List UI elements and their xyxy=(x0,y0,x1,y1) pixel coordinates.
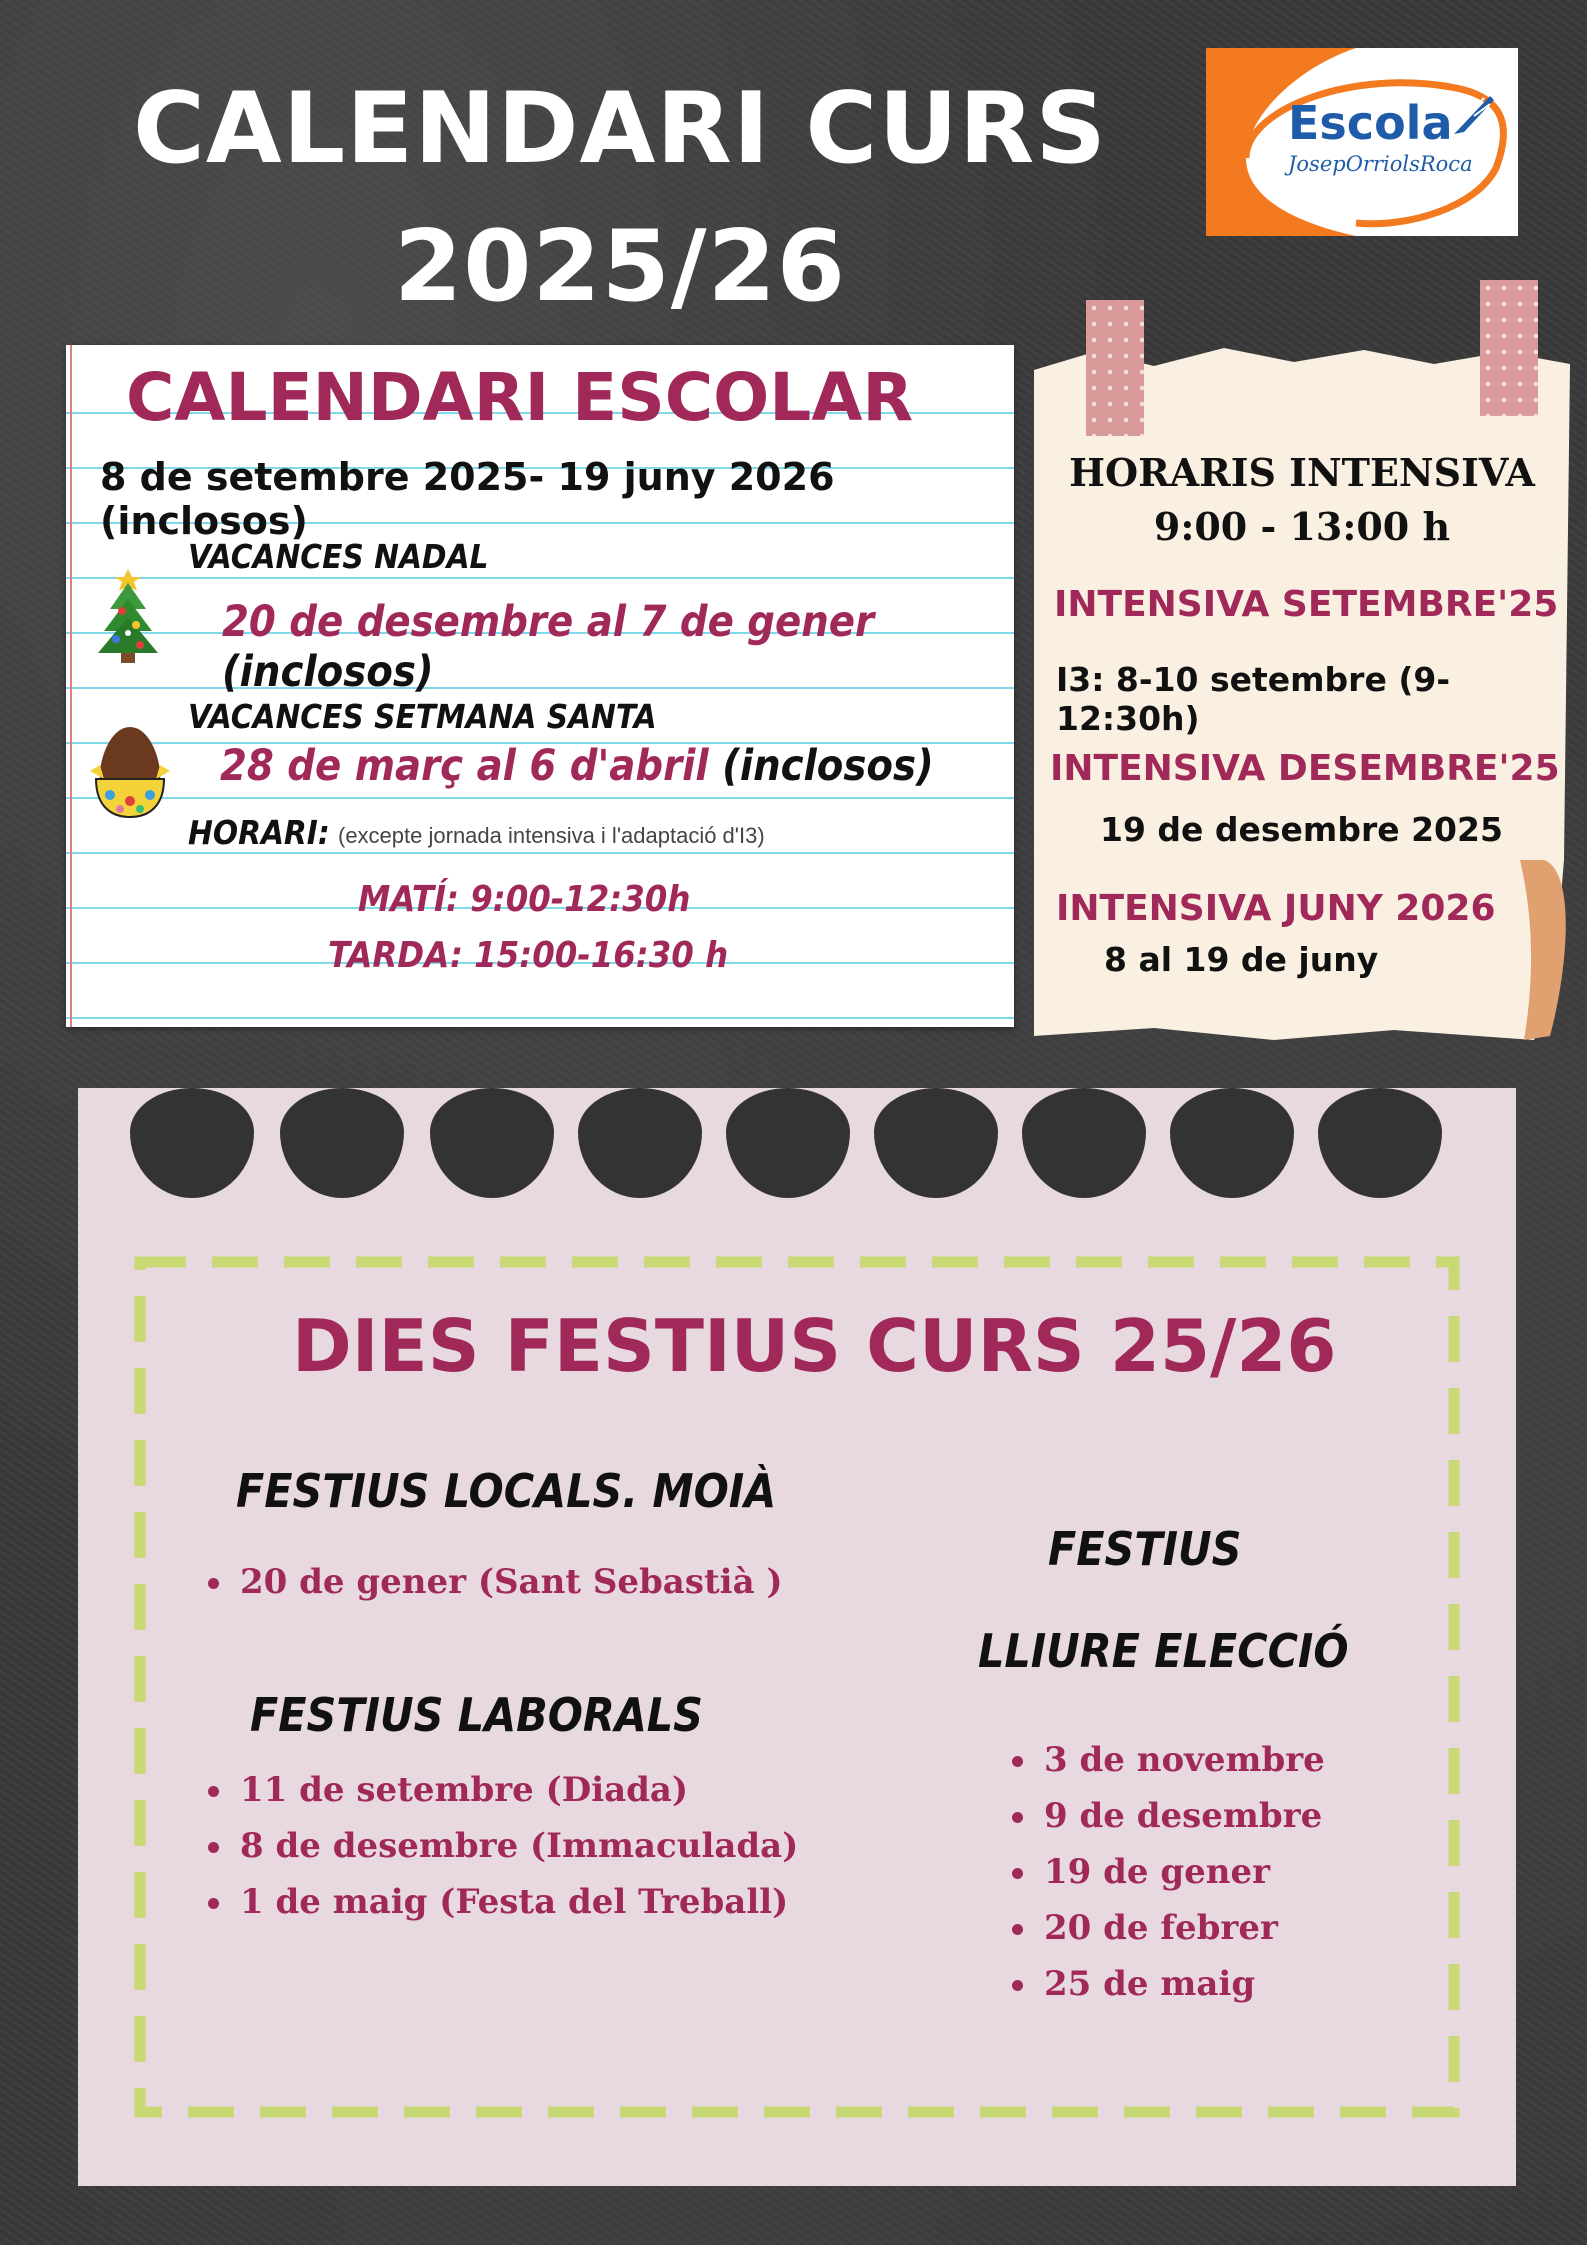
nadal-inclosos: (inclosos) xyxy=(222,647,434,697)
intensiva-setembre-title: INTENSIVA SETEMBRE'25 xyxy=(1054,584,1559,625)
school-year-dates: 8 de setembre 2025- 19 juny 2026 (inclosos) xyxy=(100,455,835,543)
intensiva-setembre-text: I3: 8-10 setembre (9-12:30h) xyxy=(1056,660,1451,738)
list-item: 1 de maig (Festa del Treball) xyxy=(204,1874,798,1930)
laborals-title: FESTIUS LABORALS xyxy=(250,1688,703,1742)
intensive-schedule-note xyxy=(1034,340,1570,1042)
calendar-escolar-title: CALENDARI ESCOLAR xyxy=(126,359,914,436)
nadal-dates: 20 de desembre al 7 de gener xyxy=(222,597,875,647)
festius-title: DIES FESTIUS CURS 25/26 xyxy=(292,1304,1337,1388)
list-item: 8 de desembre (Immaculada) xyxy=(204,1818,798,1874)
lliure-title-line-2: LLIURE ELECCIÓ xyxy=(978,1624,1349,1678)
list-item: 11 de setembre (Diada) xyxy=(204,1762,798,1818)
nadal-label: VACANCES NADAL xyxy=(188,537,489,576)
lliure-title-line-1: FESTIUS xyxy=(1048,1522,1242,1576)
nadal-dates-line xyxy=(222,597,1014,697)
logo-name: Escola xyxy=(1288,96,1453,150)
list-item: 3 de novembre xyxy=(1008,1732,1325,1788)
santa-dates: 28 de març al 6 d'abril xyxy=(220,741,709,791)
tape-right xyxy=(1480,280,1538,416)
horari-note: (excepte jornada intensiva i l'adaptació d'I3) xyxy=(338,823,765,848)
horari-mati: MATÍ: 9:00-12:30h xyxy=(358,879,691,920)
notebook-margin-line xyxy=(70,345,72,1027)
intensiva-desembre-text: 19 de desembre 2025 xyxy=(1100,810,1503,849)
holidays-card xyxy=(78,1088,1516,2186)
santa-inclosos: (inclosos) xyxy=(722,741,934,791)
list-item: 19 de gener xyxy=(1008,1844,1325,1900)
list-item: 25 de maig xyxy=(1008,1956,1325,2012)
title-line-2: 2025/26 xyxy=(394,210,846,324)
list-item: 9 de desembre xyxy=(1008,1788,1325,1844)
tape-left xyxy=(1086,300,1144,436)
intensiva-hours: 9:00 - 13:00 h xyxy=(1153,504,1451,549)
list-item: 20 de gener (Sant Sebastià ) xyxy=(204,1554,783,1610)
lliure-list xyxy=(1008,1732,1325,2012)
list-item: 20 de febrer xyxy=(1008,1900,1325,1956)
page-title xyxy=(100,60,1140,336)
school-calendar-card xyxy=(66,345,1014,1027)
christmas-tree-icon xyxy=(88,565,168,665)
locals-title: FESTIUS LOCALS. MOIÀ xyxy=(236,1464,777,1518)
school-logo xyxy=(1206,48,1518,236)
title-line-1: CALENDARI CURS xyxy=(133,72,1107,186)
logo-subtitle: JosepOrriolsRoca xyxy=(1288,152,1473,176)
intensiva-juny-title: INTENSIVA JUNY 2026 xyxy=(1056,888,1496,929)
pen-icon xyxy=(1450,88,1500,138)
horari-label: HORARI: xyxy=(188,813,330,852)
locals-list xyxy=(204,1554,783,1610)
intensiva-heading: HORARIS INTENSIVA xyxy=(1069,450,1535,495)
santa-dates-line xyxy=(220,741,934,791)
laborals-list xyxy=(204,1762,798,1930)
easter-egg-icon xyxy=(86,721,174,821)
horari-tarda: TARDA: 15:00-16:30 h xyxy=(328,935,729,976)
setmana-santa-label: VACANCES SETMANA SANTA xyxy=(188,697,657,736)
intensiva-juny-text: 8 al 19 de juny xyxy=(1104,940,1379,979)
intensiva-desembre-title: INTENSIVA DESEMBRE'25 xyxy=(1050,748,1560,789)
